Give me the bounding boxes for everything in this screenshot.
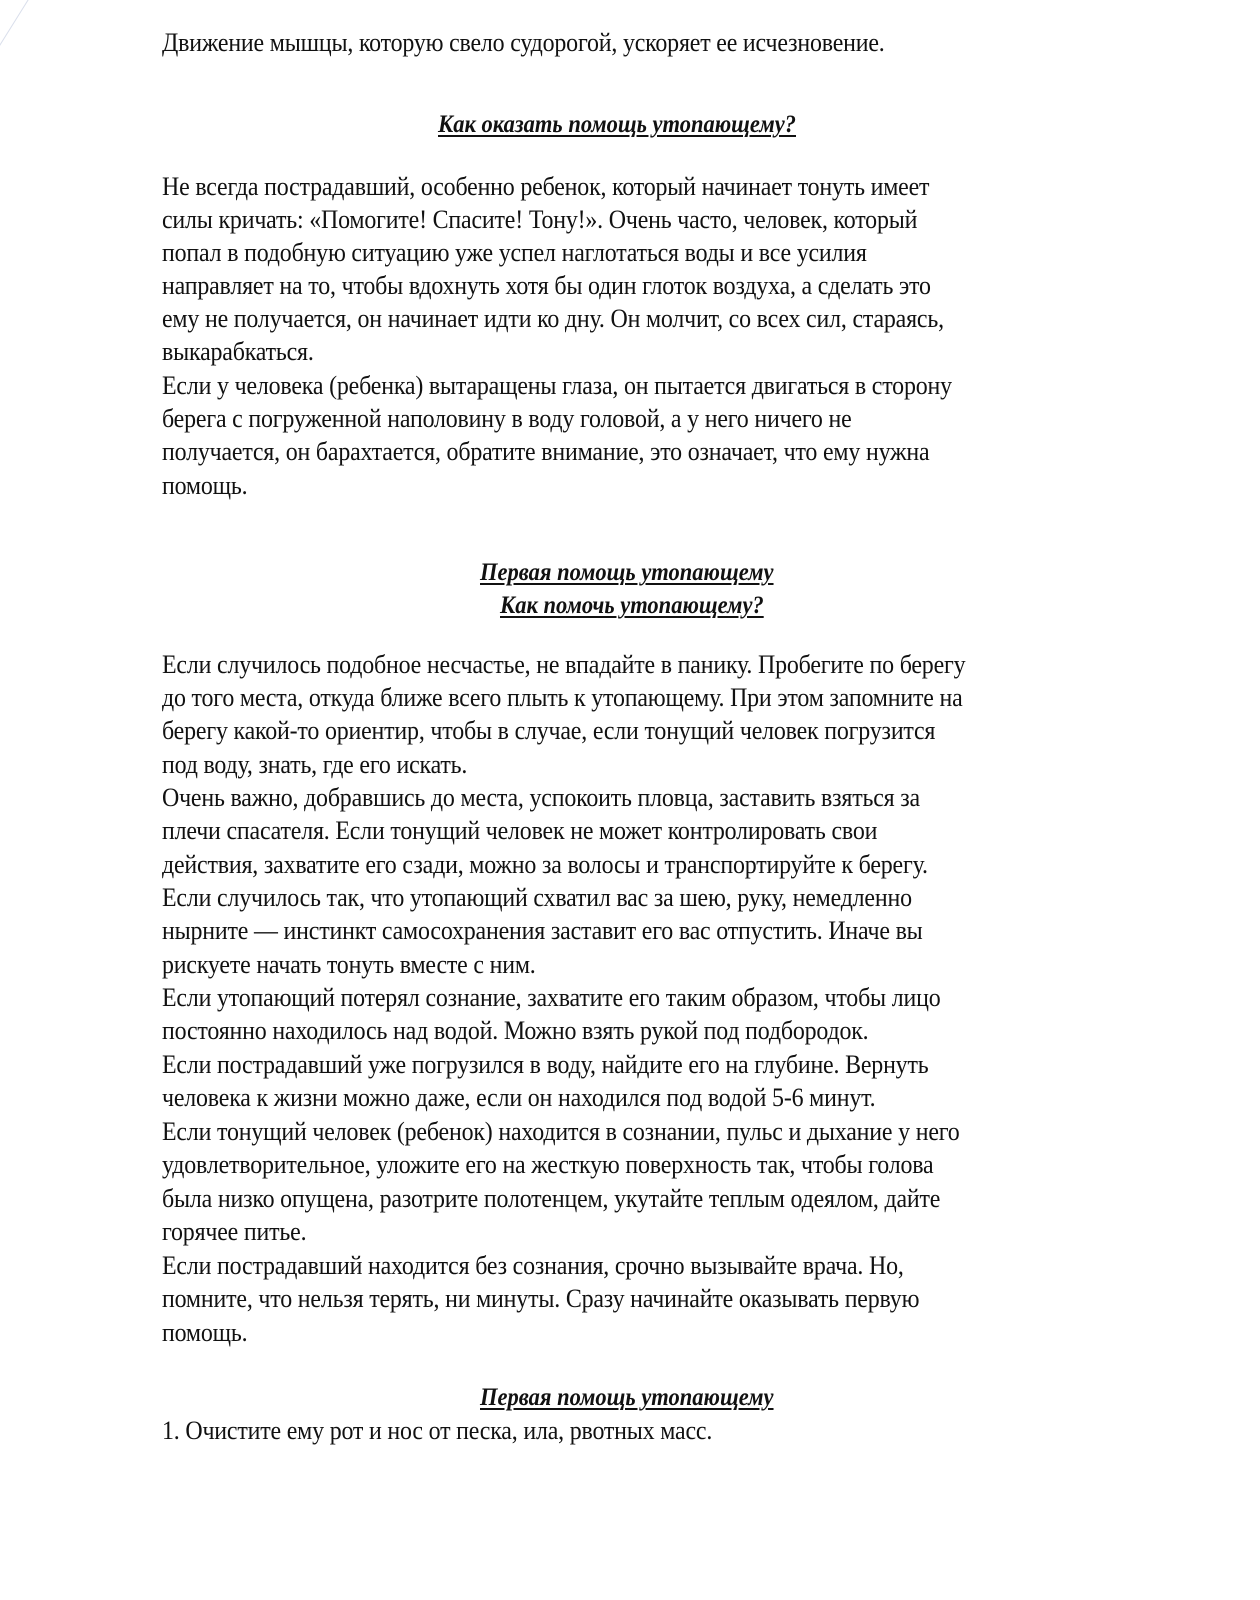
text-line: берега с погруженной наполовину в воду головой, а у него ничего не [162,404,852,433]
scan-artifact-line [0,0,54,61]
text-line: силы кричать: «Помогите! Спасите! Тону!». Очень часто, человек, который [162,205,918,234]
text-line: Очень важно, добравшись до места, успокоить пловца, заставить взяться за [162,783,920,812]
text-line: выкарабкаться. [162,337,314,366]
text-line: была низко опущена, разотрите полотенцем, укутайте теплым одеялом, дайте [162,1184,941,1213]
text-line: направляет на то, чтобы вдохнуть хотя бы один глоток воздуха, а сделать это [162,271,931,300]
text-line: Если утопающий потерял сознание, захватите его таким образом, чтобы лицо [162,983,941,1012]
text-line: Если у человека (ребенка) вытаращены глаза, он пытается двигаться в сторону [162,371,952,400]
section2-heading: Первая помощь утопающему [480,559,774,586]
text-line: рискуете начать тонуть вместе с ним. [162,950,536,979]
text-line: Не всегда пострадавший, особенно ребенок, который начинает тонуть имеет [162,172,930,201]
text-line: горячее питье. [162,1217,307,1246]
text-line: берегу какой-то ориентир, чтобы в случае, если тонущий человек погрузится [162,716,936,745]
text-line: постоянно находилось над водой. Можно взять рукой под подбородок. [162,1016,869,1045]
text-line: нырните — инстинкт самосохранения заставит его вас отпустить. Иначе вы [162,916,923,945]
section3-heading: Первая помощь утопающему [480,1384,774,1411]
text-line: удовлетворительное, уложите его на жесткую поверхность так, чтобы голова [162,1150,934,1179]
text-line: Если случилось так, что утопающий схватил вас за шею, руку, немедленно [162,883,912,912]
text-line: Если тонущий человек (ребенок) находится в сознании, пульс и дыхание у него [162,1117,960,1146]
text-line: помощь. [162,1318,248,1347]
text-line: Если случилось подобное несчастье, не впадайте в панику. Пробегите по берегу [162,650,966,679]
text-line: ему не получается, он начинает идти ко дну. Он молчит, со всех сил, стараясь, [162,304,944,333]
text-line: помощь. [162,471,248,500]
text-line: помните, что нельзя терять, ни минуты. Сразу начинайте оказывать первую [162,1284,920,1313]
text-line: до того места, откуда ближе всего плыть к утопающему. При этом запомните на [162,683,963,712]
section1-heading: Как оказать помощь утопающему? [438,111,797,138]
text-line: плечи спасателя. Если тонущий человек не может контролировать свои [162,816,878,845]
text-line: человека к жизни можно даже, если он находился под водой 5-6 минут. [162,1083,876,1112]
intro-line: Движение мышцы, которую свело судорогой, ускоряет ее исчезновение. [162,28,885,57]
text-line: Если пострадавший находится без сознания, срочно вызывайте врача. Но, [162,1251,904,1280]
numbered-list-item: 1. Очистите ему рот и нос от песка, ила, рвотных масс. [162,1416,713,1445]
text-line: попал в подобную ситуацию уже успел наглотаться воды и все усилия [162,238,867,267]
text-line: под воду, знать, где его искать. [162,750,468,779]
text-line: получается, он барахтается, обратите внимание, это означает, что ему нужна [162,437,930,466]
section2-subheading: Как помочь утопающему? [500,592,764,619]
text-line: Если пострадавший уже погрузился в воду, найдите его на глубине. Вернуть [162,1050,929,1079]
text-line: действия, захватите его сзади, можно за волосы и транспортируйте к берегу. [162,850,928,879]
